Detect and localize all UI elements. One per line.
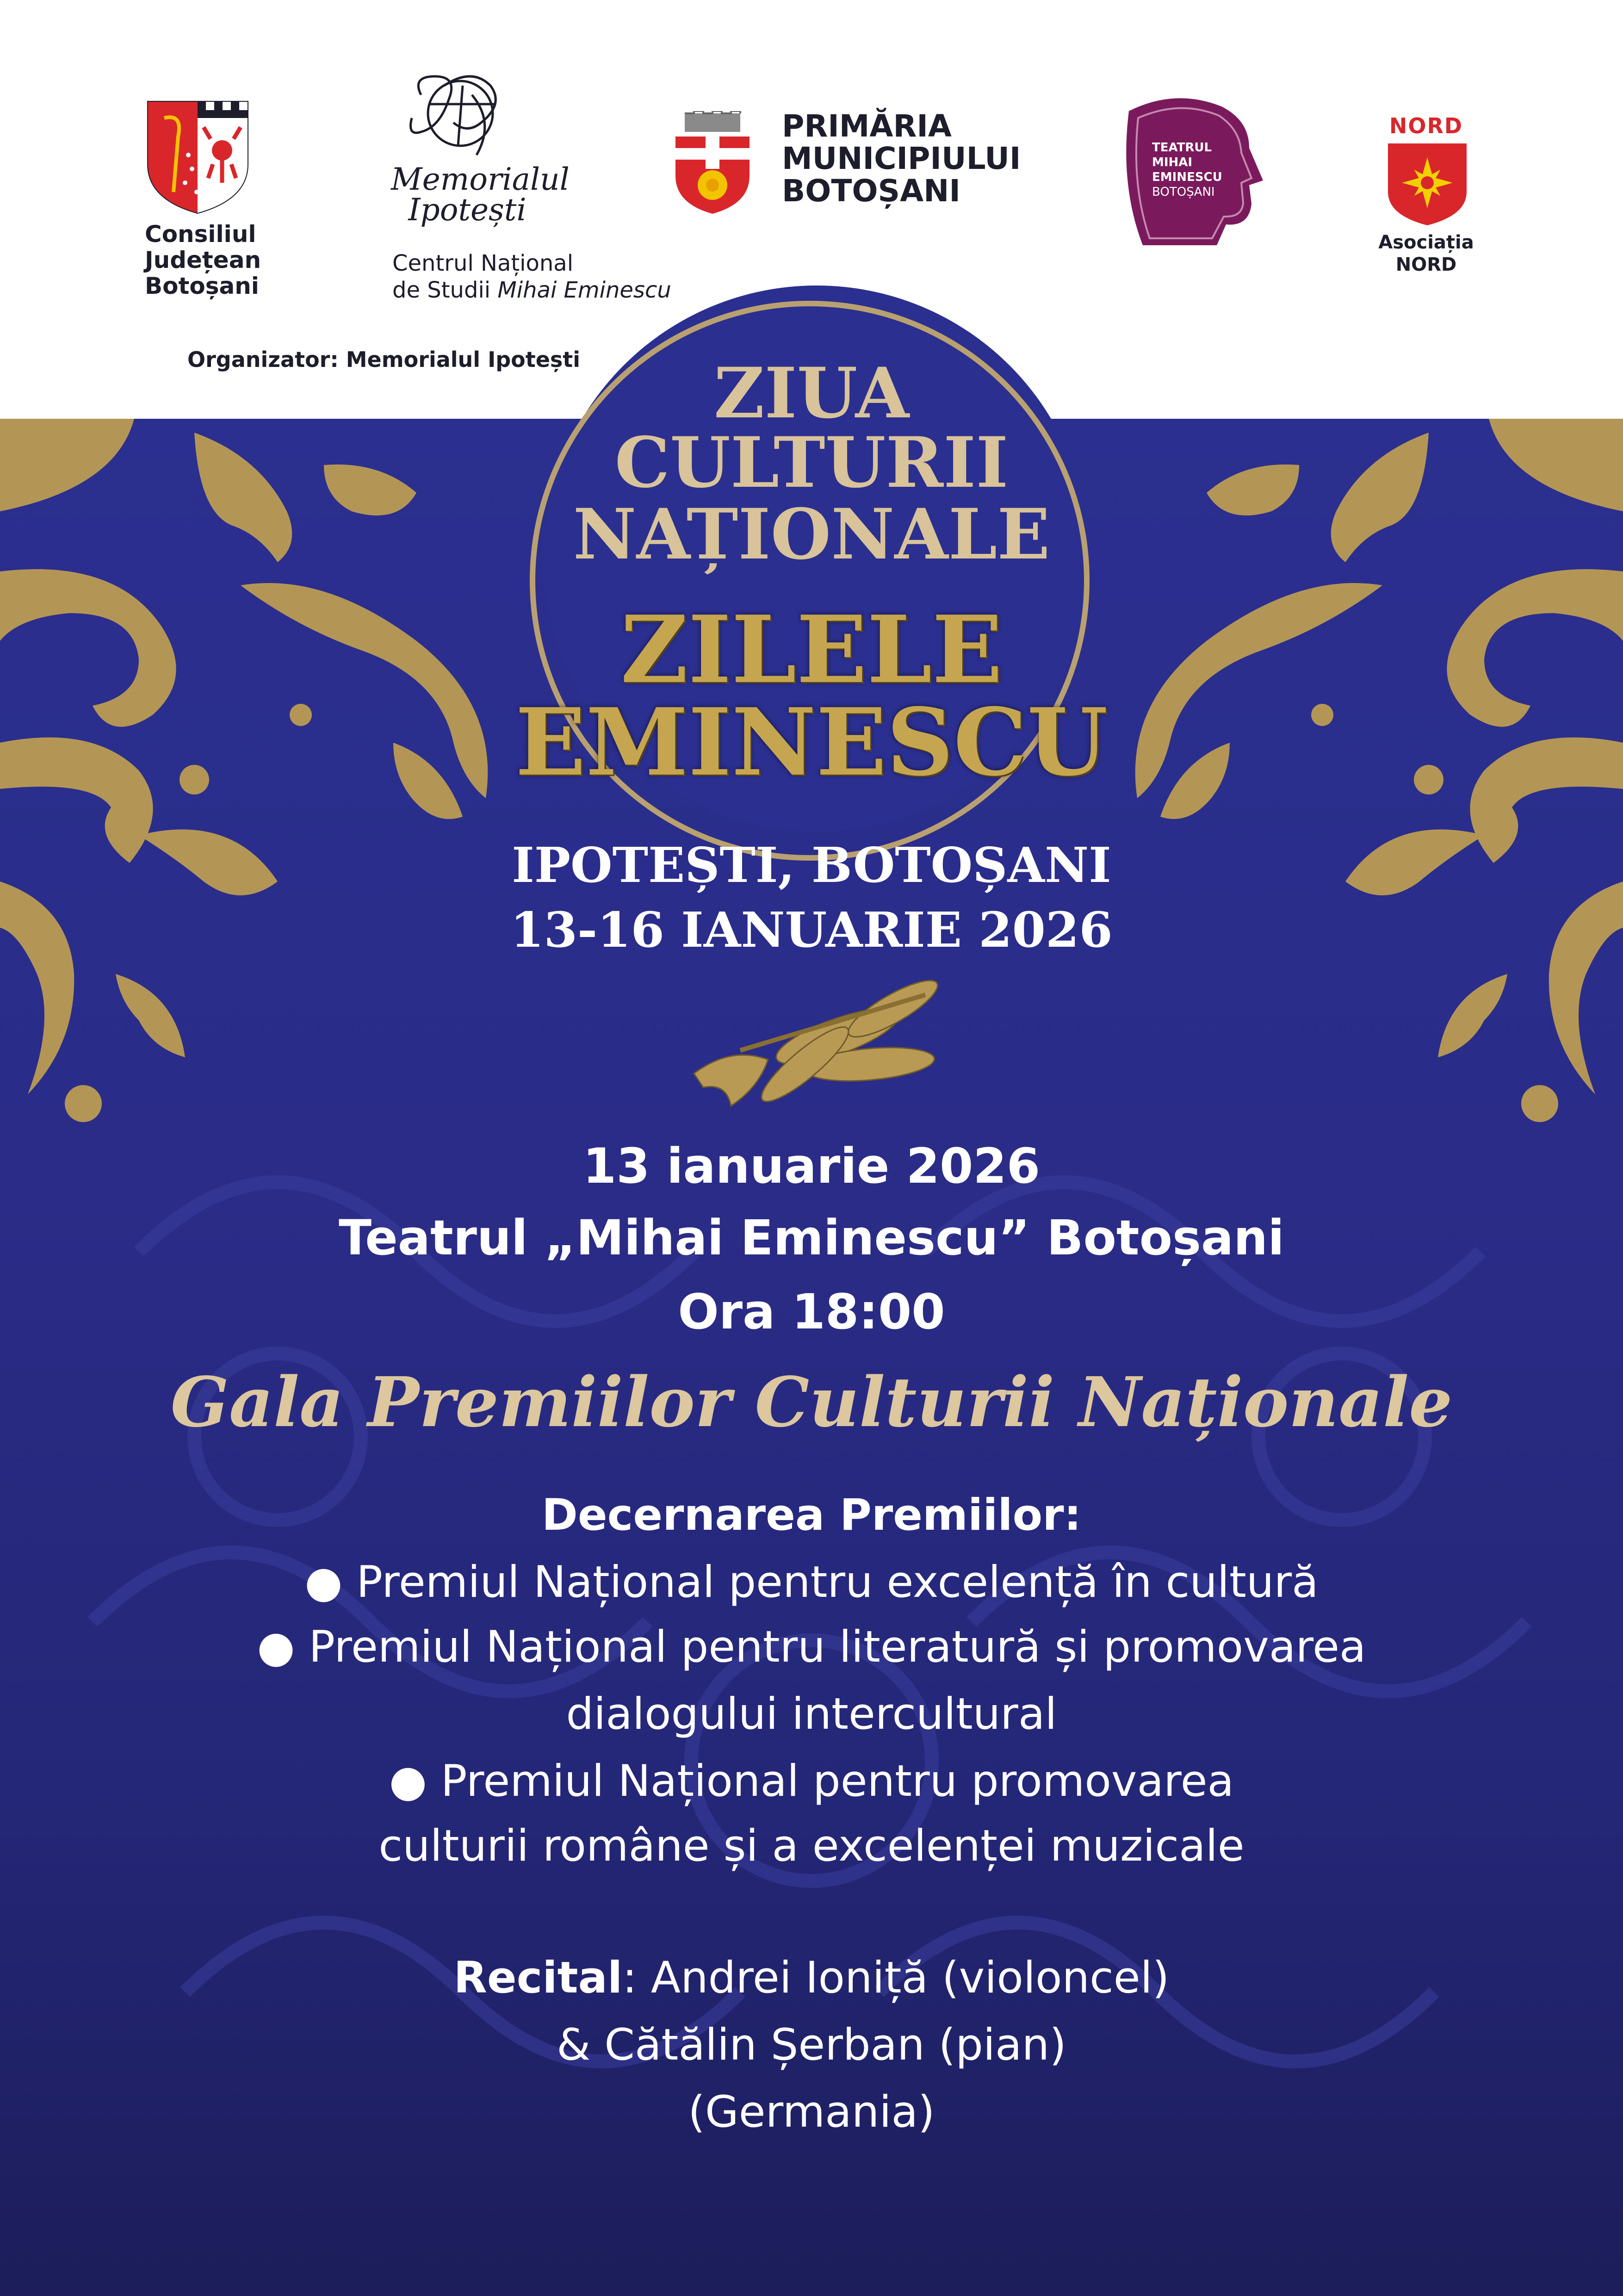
- memorial-line2-italic: Mihai Eminescu: [497, 277, 671, 303]
- nord-brand: NORD: [1389, 113, 1463, 138]
- gala-title: Gala Premiilor Culturii Naționale: [170, 1362, 1453, 1442]
- nord-logo-text: Asociația NORD: [1378, 232, 1474, 275]
- memorial-script-text: Memorialul Ipotești: [391, 161, 570, 228]
- award-item-2a: ● Premiul Național pentru literatură și promovarea: [257, 1622, 1366, 1672]
- recital-line-1: [0, 1950, 1623, 2006]
- laurel-branch-icon: [685, 967, 953, 1134]
- coat-of-arms-cj-icon: [146, 99, 250, 215]
- title-nationale: NAȚIONALE: [573, 494, 1050, 575]
- recital-label: Recital: [453, 1953, 623, 2003]
- event-location: IPOTEȘTI, BOTOȘANI: [512, 837, 1111, 894]
- awards-heading: Decernarea Premiilor:: [541, 1490, 1082, 1540]
- nord-shield-icon: [1386, 141, 1469, 227]
- recital-line-2: & Cătălin Șerban (pian): [557, 2020, 1066, 2070]
- organizer-line: Organizator: Memorialul Ipotești: [187, 347, 581, 372]
- title-eminescu: EMINESCU: [515, 688, 1108, 797]
- event-date: 13 ianuarie 2026: [582, 1138, 1041, 1194]
- title-ziua: ZIUA: [713, 353, 910, 434]
- recital-line-3: (Germania): [688, 2087, 935, 2137]
- coat-of-arms-primaria-icon: [673, 111, 752, 215]
- memorial-monogram-icon: [403, 67, 518, 164]
- award-item-3a: ● Premiul Național pentru promovarea: [389, 1756, 1234, 1806]
- primaria-logo-text: PRIMĂRIA MUNICIPIULUI BOTOȘANI: [782, 108, 1021, 209]
- award-item-2b: dialogului intercultural: [566, 1689, 1057, 1739]
- title-zilele: ZILELE: [620, 596, 1003, 704]
- event-dates: 13-16 IANUARIE 2026: [510, 901, 1113, 958]
- cj-logo-text: Consiliul Județean Botoșani: [145, 221, 261, 299]
- title-culturii: CULTURII: [614, 422, 1009, 503]
- memorial-logo-text: Centrul Național de Studii Mihai Eminescu: [392, 250, 671, 303]
- recital-performer-1: : Andrei Ioniță (violoncel): [622, 1953, 1170, 2003]
- memorial-line2-prefix: de Studii: [392, 277, 491, 303]
- award-item-3b: culturii române și a excelenței muzicale: [378, 1821, 1245, 1871]
- event-time: Ora 18:00: [678, 1284, 945, 1340]
- event-venue: Teatrul „Mihai Eminescu” Botoșani: [339, 1210, 1284, 1266]
- award-item-1: ● Premiul Național pentru excelență în cultură: [304, 1557, 1319, 1607]
- teatru-logo-text: TEATRUL MIHAI EMINESCU BOTOȘANI: [1152, 141, 1222, 199]
